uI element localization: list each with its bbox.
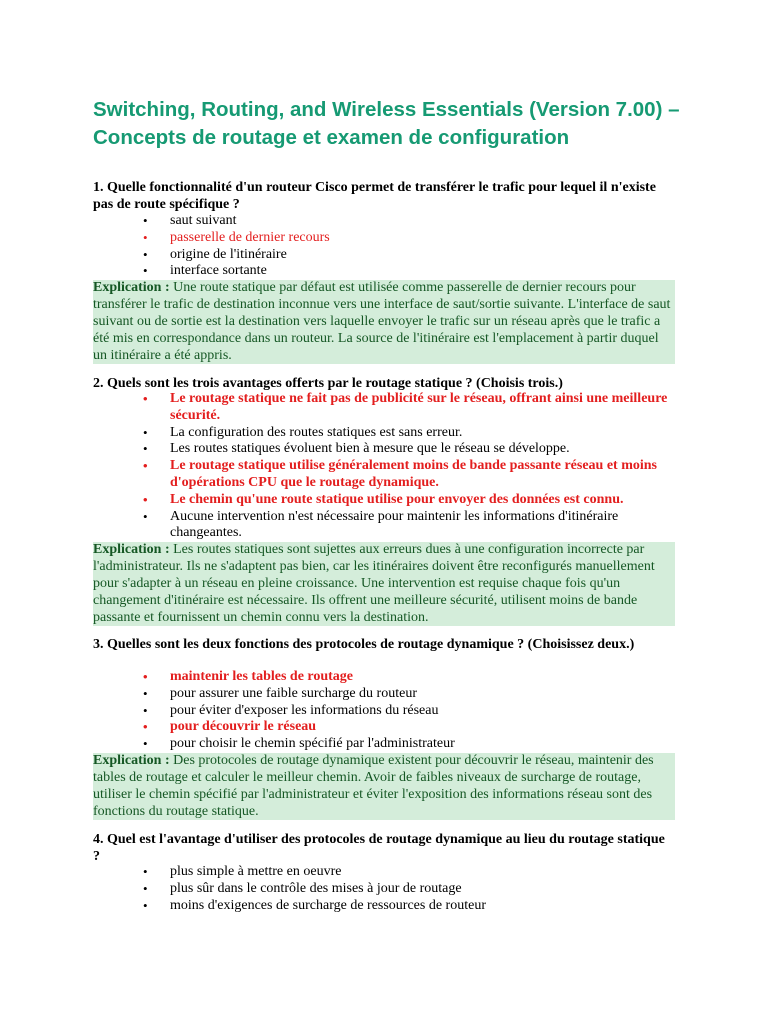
explanation-1 (93, 280, 675, 364)
option-correct: • Le chemin qu'une route statique utilise pour envoyer des données est connu. (143, 491, 624, 507)
bullet-icon: • (143, 669, 148, 684)
explanation-label: Explication : (93, 542, 170, 557)
explanation-text: Les routes statiques sont sujettes aux erreurs dues à une configuration incorrecte par l'administrateur. Ils ne s'adaptent pas bien, car les itinéraires doivent être reconfigurés manuellement pour s'adapter à un réseau en pleine croissance. Une intervention est requise chaque fois qu'un changement d'itinéraire est nécessaire. Ils offrent une meilleure sécurité, utilisent moins de bande passante et fournissent un chemin connu vers la destination. (93, 542, 655, 625)
bullet-icon: • (143, 719, 148, 735)
explanation-label: Explication : (93, 280, 170, 295)
option: • saut suivant (143, 213, 237, 228)
bullet-icon: • (143, 246, 148, 262)
question-1: 1. Quelle fonctionnalité d'un routeur Cisco permet de transférer le trafic pour lequel il n'existe pas de route spécifique ? (93, 180, 656, 212)
bullet-icon: • (143, 508, 148, 524)
option-correct: • maintenir les tables de routage (143, 669, 354, 684)
bullet-icon: • (143, 864, 148, 879)
explanation-label: Explication : (93, 753, 170, 768)
question-1-options (93, 213, 675, 280)
question-3-options (93, 669, 675, 753)
bullet-icon: • (143, 229, 148, 245)
bullet-icon: • (143, 491, 148, 507)
option: • pour assurer une faible surcharge du routeur (143, 685, 417, 701)
bullet-icon: • (143, 736, 148, 752)
bullet-icon: • (143, 897, 148, 913)
option: • Aucune intervention n'est nécessaire pour maintenir les informations d'itinéraire changeantes. (143, 508, 619, 541)
option-correct: • Le routage statique ne fait pas de publicité sur le réseau, offrant ainsi une meilleure sécurité. (143, 391, 668, 423)
question-4: 4. Quel est l'avantage d'utiliser des protocoles de routage dynamique au lieu du routage statique ? (93, 832, 665, 864)
bullet-icon: • (143, 441, 148, 457)
explanation-text: Des protocoles de routage dynamique existent pour découvrir le réseau, maintenir des tables de routage et calculer le meilleur chemin. Avoir de faibles niveaux de surcharge de routage, utiliser le chemin spécifié par l'administrateur et éviter l'exposition des informations réseau sont des fonctions du routage statique. (93, 753, 654, 819)
explanation-text: Une route statique par défaut est utilisée comme passerelle de dernier recours pour transférer le trafic de destination inconnue vers une interface de saut/sortie suivante. L'interface de saut suivant ou de sortie est la destination vers laquelle envoyer le trafic sur un réseau après que le trafic a été mis en correspondance dans un routeur. La source de l'itinéraire est l'emplacement à partir duquel un itinéraire a été appris. (93, 280, 671, 363)
option: • La configuration des routes statiques est sans erreur. (143, 424, 463, 440)
option: • plus simple à mettre en oeuvre (143, 864, 342, 879)
explanation-2 (93, 542, 675, 626)
bullet-icon: • (143, 263, 148, 279)
option: • pour éviter d'exposer les informations du réseau (143, 702, 439, 718)
option-correct: • passerelle de dernier recours (143, 229, 330, 245)
bullet-icon: • (143, 702, 148, 718)
bullet-icon: • (143, 685, 148, 701)
bullet-icon: • (143, 458, 148, 474)
question-2-options (93, 391, 675, 542)
option: • plus sûr dans le contrôle des mises à jour de routage (143, 880, 462, 896)
option-correct: • pour découvrir le réseau (143, 719, 317, 735)
page-title: Switching, Routing, and Wireless Essentials (Version 7.00) – Concepts de routage et examen de configuration (93, 98, 680, 149)
question-3: 3. Quelles sont les deux fonctions des protocoles de routage dynamique ? (Choisissez deux.) (93, 637, 635, 652)
bullet-icon: • (143, 424, 148, 440)
bullet-icon: • (143, 213, 148, 228)
bullet-icon: • (143, 391, 148, 406)
question-2: 2. Quels sont les trois avantages offerts par le routage statique ? (Choisis trois.) (93, 376, 563, 391)
bullet-icon: • (143, 880, 148, 896)
option: • moins d'exigences de surcharge de ressources de routeur (143, 897, 486, 913)
option-correct: • Le routage statique utilise généralement moins de bande passante réseau et moins d'opérations CPU que le routage dynamique. (143, 458, 657, 490)
explanation-3 (93, 753, 675, 820)
question-4-options (93, 864, 675, 914)
option: • interface sortante (143, 263, 267, 279)
option: • pour choisir le chemin spécifié par l'administrateur (143, 736, 455, 752)
option: • origine de l'itinéraire (143, 246, 287, 262)
option: • Les routes statiques évoluent bien à mesure que le réseau se développe. (143, 441, 570, 457)
